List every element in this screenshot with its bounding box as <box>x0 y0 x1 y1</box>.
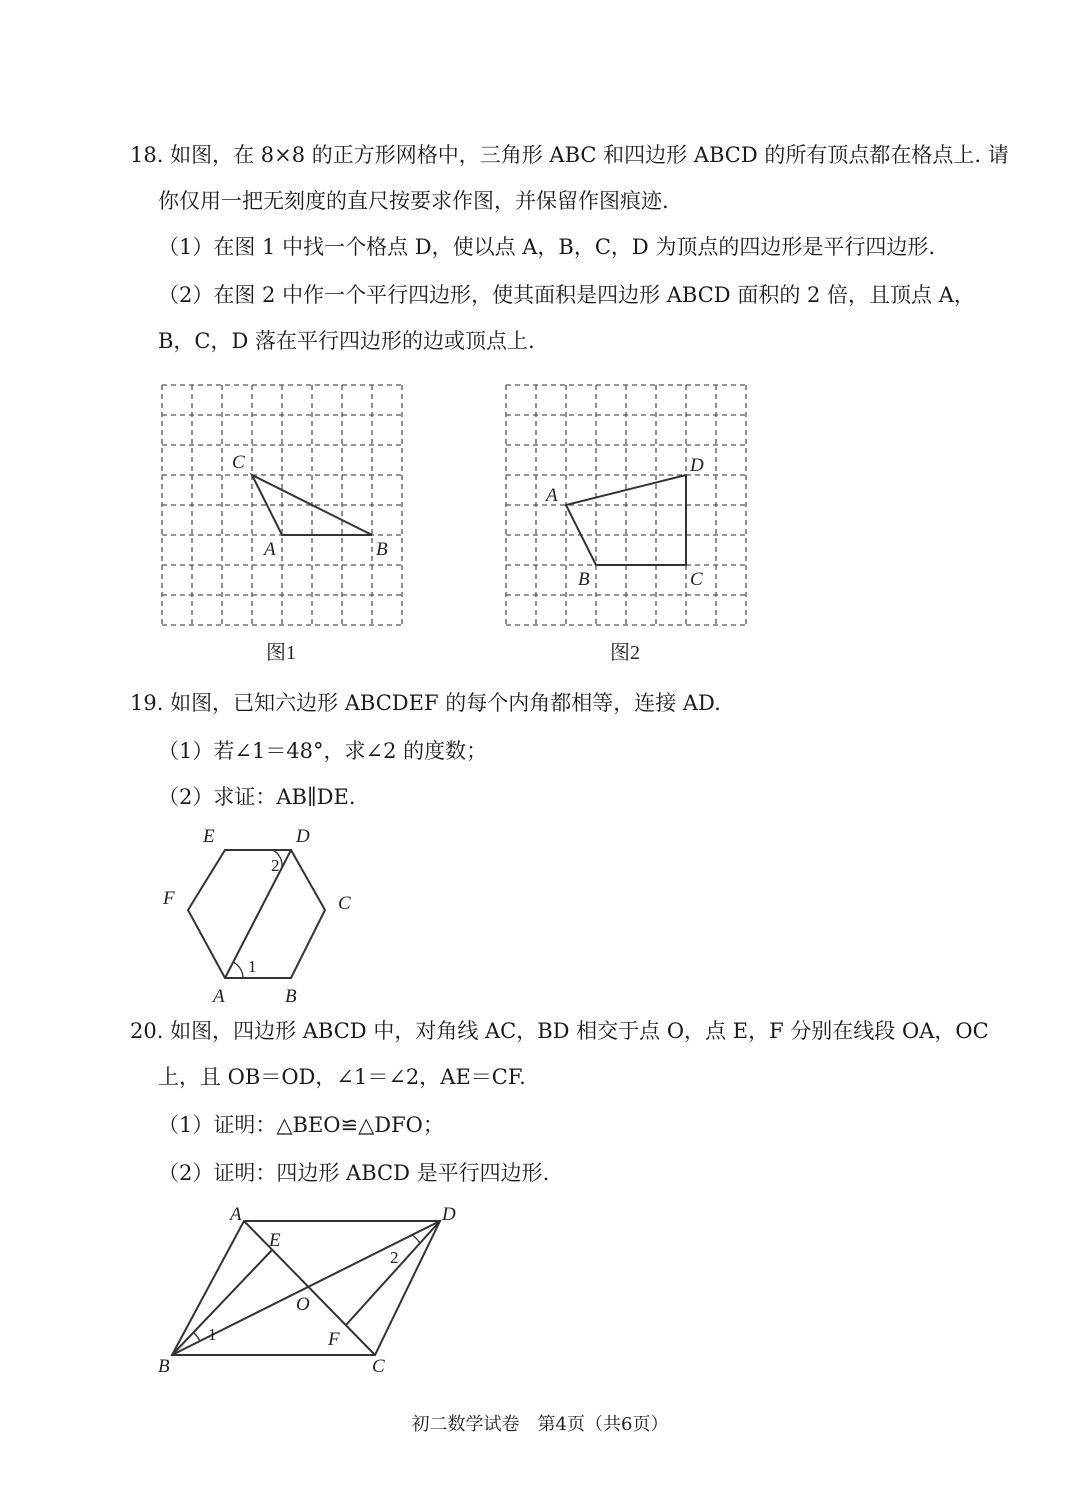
label-d: D <box>442 1204 456 1225</box>
q18-figure-2 <box>494 375 764 670</box>
q20-line2: 上，且 OB＝OD，∠1＝∠2，AE＝CF. <box>158 1065 526 1089</box>
q20-line1: 20. 如图，四边形 ABCD 中，对角线 AC，BD 相交于点 O，点 E，F 分别在线段 OA，OC <box>130 1019 989 1043</box>
angle-2-label: 2 <box>271 856 280 875</box>
q19-line1: 19. 如图，已知六边形 ABCDEF 的每个内角都相等，连接 AD. <box>130 691 721 715</box>
segment-df <box>346 1221 440 1325</box>
q18-line1: 18. 如图，在 8×8 的正方形网格中，三角形 ABC 和四边形 ABCD 的所有顶点都在格点上. 请 <box>130 143 1009 167</box>
label-b: B <box>285 986 297 1007</box>
q19-part1: （1）若∠1＝48°，求∠2 的度数； <box>158 739 488 763</box>
label-f: F <box>328 1329 340 1350</box>
q18-part2a: （2）在图 2 中作一个平行四边形，使其面积是四边形 ABCD 面积的 2 倍，且顶点 A， <box>158 283 975 307</box>
angle-2-label: 2 <box>390 1248 399 1267</box>
label-o: O <box>296 1294 310 1315</box>
q18-part1: （1）在图 1 中找一个格点 D，使以点 A，B，C，D 为顶点的四边形是平行四边形. <box>158 235 936 259</box>
segment-be <box>172 1250 272 1355</box>
figure-2-caption: 图2 <box>610 642 640 664</box>
label-b: B <box>578 569 590 590</box>
label-c: C <box>232 452 245 473</box>
q18-part2b: B，C，D 落在平行四边形的边或顶点上. <box>158 329 535 353</box>
q20-part1: （1）证明：△BEO≌△DFO； <box>158 1113 444 1137</box>
q18-figure-1 <box>150 375 420 670</box>
diagonal-ac <box>244 1221 375 1355</box>
q18-line2: 你仅用一把无刻度的直尺按要求作图，并保留作图痕迹. <box>158 189 669 213</box>
label-c: C <box>690 569 703 590</box>
angle-1-arc <box>233 962 243 978</box>
label-a: A <box>230 1204 242 1225</box>
q20-parallelogram-figure <box>150 1200 470 1380</box>
q19-part2: （2）求证：AB∥DE. <box>158 785 356 809</box>
grid <box>162 385 402 625</box>
diagonal-ad <box>225 850 291 978</box>
label-c: C <box>372 1356 385 1377</box>
label-b: B <box>158 1356 170 1377</box>
q19-hexagon-figure <box>155 820 370 1010</box>
page-footer: 初二数学试卷 第4页（共6页） <box>411 1414 669 1435</box>
q20-part2: （2）证明：四边形 ABCD 是平行四边形. <box>158 1161 550 1185</box>
label-e: E <box>203 826 215 847</box>
angle-1-label: 1 <box>208 1325 217 1344</box>
label-a: A <box>546 485 558 506</box>
angle-2-arc <box>412 1235 420 1243</box>
label-d: D <box>296 826 310 847</box>
grid <box>506 385 746 625</box>
label-b: B <box>376 539 388 560</box>
label-a: A <box>213 986 225 1007</box>
angle-1-arc <box>194 1333 200 1341</box>
label-a: A <box>264 539 276 560</box>
hexagon-abcdef <box>188 850 325 978</box>
label-e: E <box>269 1230 281 1251</box>
angle-1-label: 1 <box>248 957 257 976</box>
label-d: D <box>690 455 704 476</box>
figure-1-caption: 图1 <box>266 642 296 664</box>
label-c: C <box>338 893 351 914</box>
label-f: F <box>163 888 175 909</box>
